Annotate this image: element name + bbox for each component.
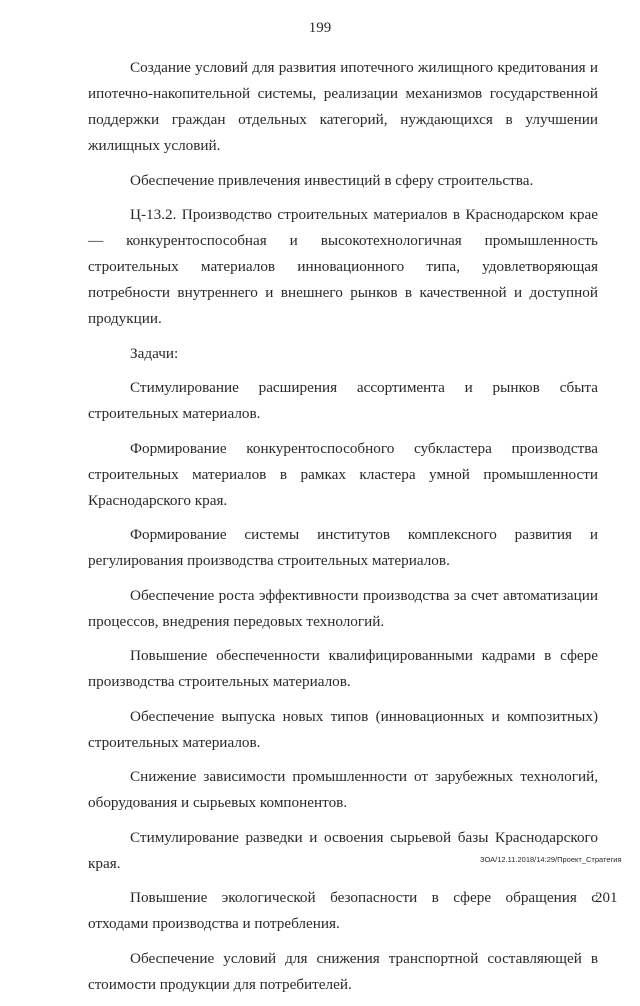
paragraph-task-personnel: Повышение обеспеченности квалифицированными кадрами в сфере производства строительных материалов. — [88, 647, 598, 690]
footer-document-code: ЗОА/12.11.2018/14:29/Проект_Стратегия — [480, 855, 622, 864]
paragraph-task-subcluster: Формирование конкурентоспособного субкластера производства строительных материалов в рамках кластера умной промышленности Краснодарского края. — [88, 439, 598, 509]
paragraph-task-raw-materials: Стимулирование разведки и освоения сырьевой базы Краснодарского края. — [88, 828, 598, 872]
paragraph-tasks-heading: Задачи: — [130, 344, 179, 362]
paragraph-task-transport: Обеспечение условий для снижения транспортной составляющей в стоимости продукции для потребителей. — [88, 949, 598, 993]
paragraph-task-ecology: Повышение экологической безопасности в сфере обращения с отходами производства и потребления. — [88, 889, 598, 932]
paragraph-task-new-materials: Обеспечение выпуска новых типов (инновационных и композитных) строительных материалов. — [88, 707, 598, 751]
paragraph-investment: Обеспечение привлечения инвестиций в сферу строительства. — [130, 171, 534, 189]
paragraph-task-efficiency: Обеспечение роста эффективности производства за счет автоматизации процессов, внедрения передовых технологий. — [88, 586, 598, 630]
paragraph-housing-credit: Создание условий для развития ипотечного жилищного кредитования и ипотечно-накопительной системы, реализации механизмов государственной поддержки граждан отдельных категорий, нуждающихся в улучшении жилищных условий. — [88, 59, 598, 154]
paragraph-task-institutions: Формирование системы институтов комплексного развития и регулирования производства строительных материалов. — [88, 526, 598, 569]
paragraph-task-dependence: Снижение зависимости промышленности от зарубежных технологий, оборудования и сырьевых компонентов. — [88, 768, 598, 811]
page-number: 199 — [308, 20, 332, 36]
paragraph-goal-13-2: Ц-13.2. Производство строительных материалов в Краснодарском крае –– конкурентоспособная и высокотехнологичная промышленность строительных материалов инновационного типа, удовлетворяющая потребности внутреннего и внешнего рынков в качественной и доступной продукции. — [88, 206, 598, 327]
paragraph-task-assortment: Стимулирование расширения ассортимента и рынков сбыта строительных материалов. — [88, 379, 598, 422]
bottom-page-number: 201 — [595, 890, 618, 906]
